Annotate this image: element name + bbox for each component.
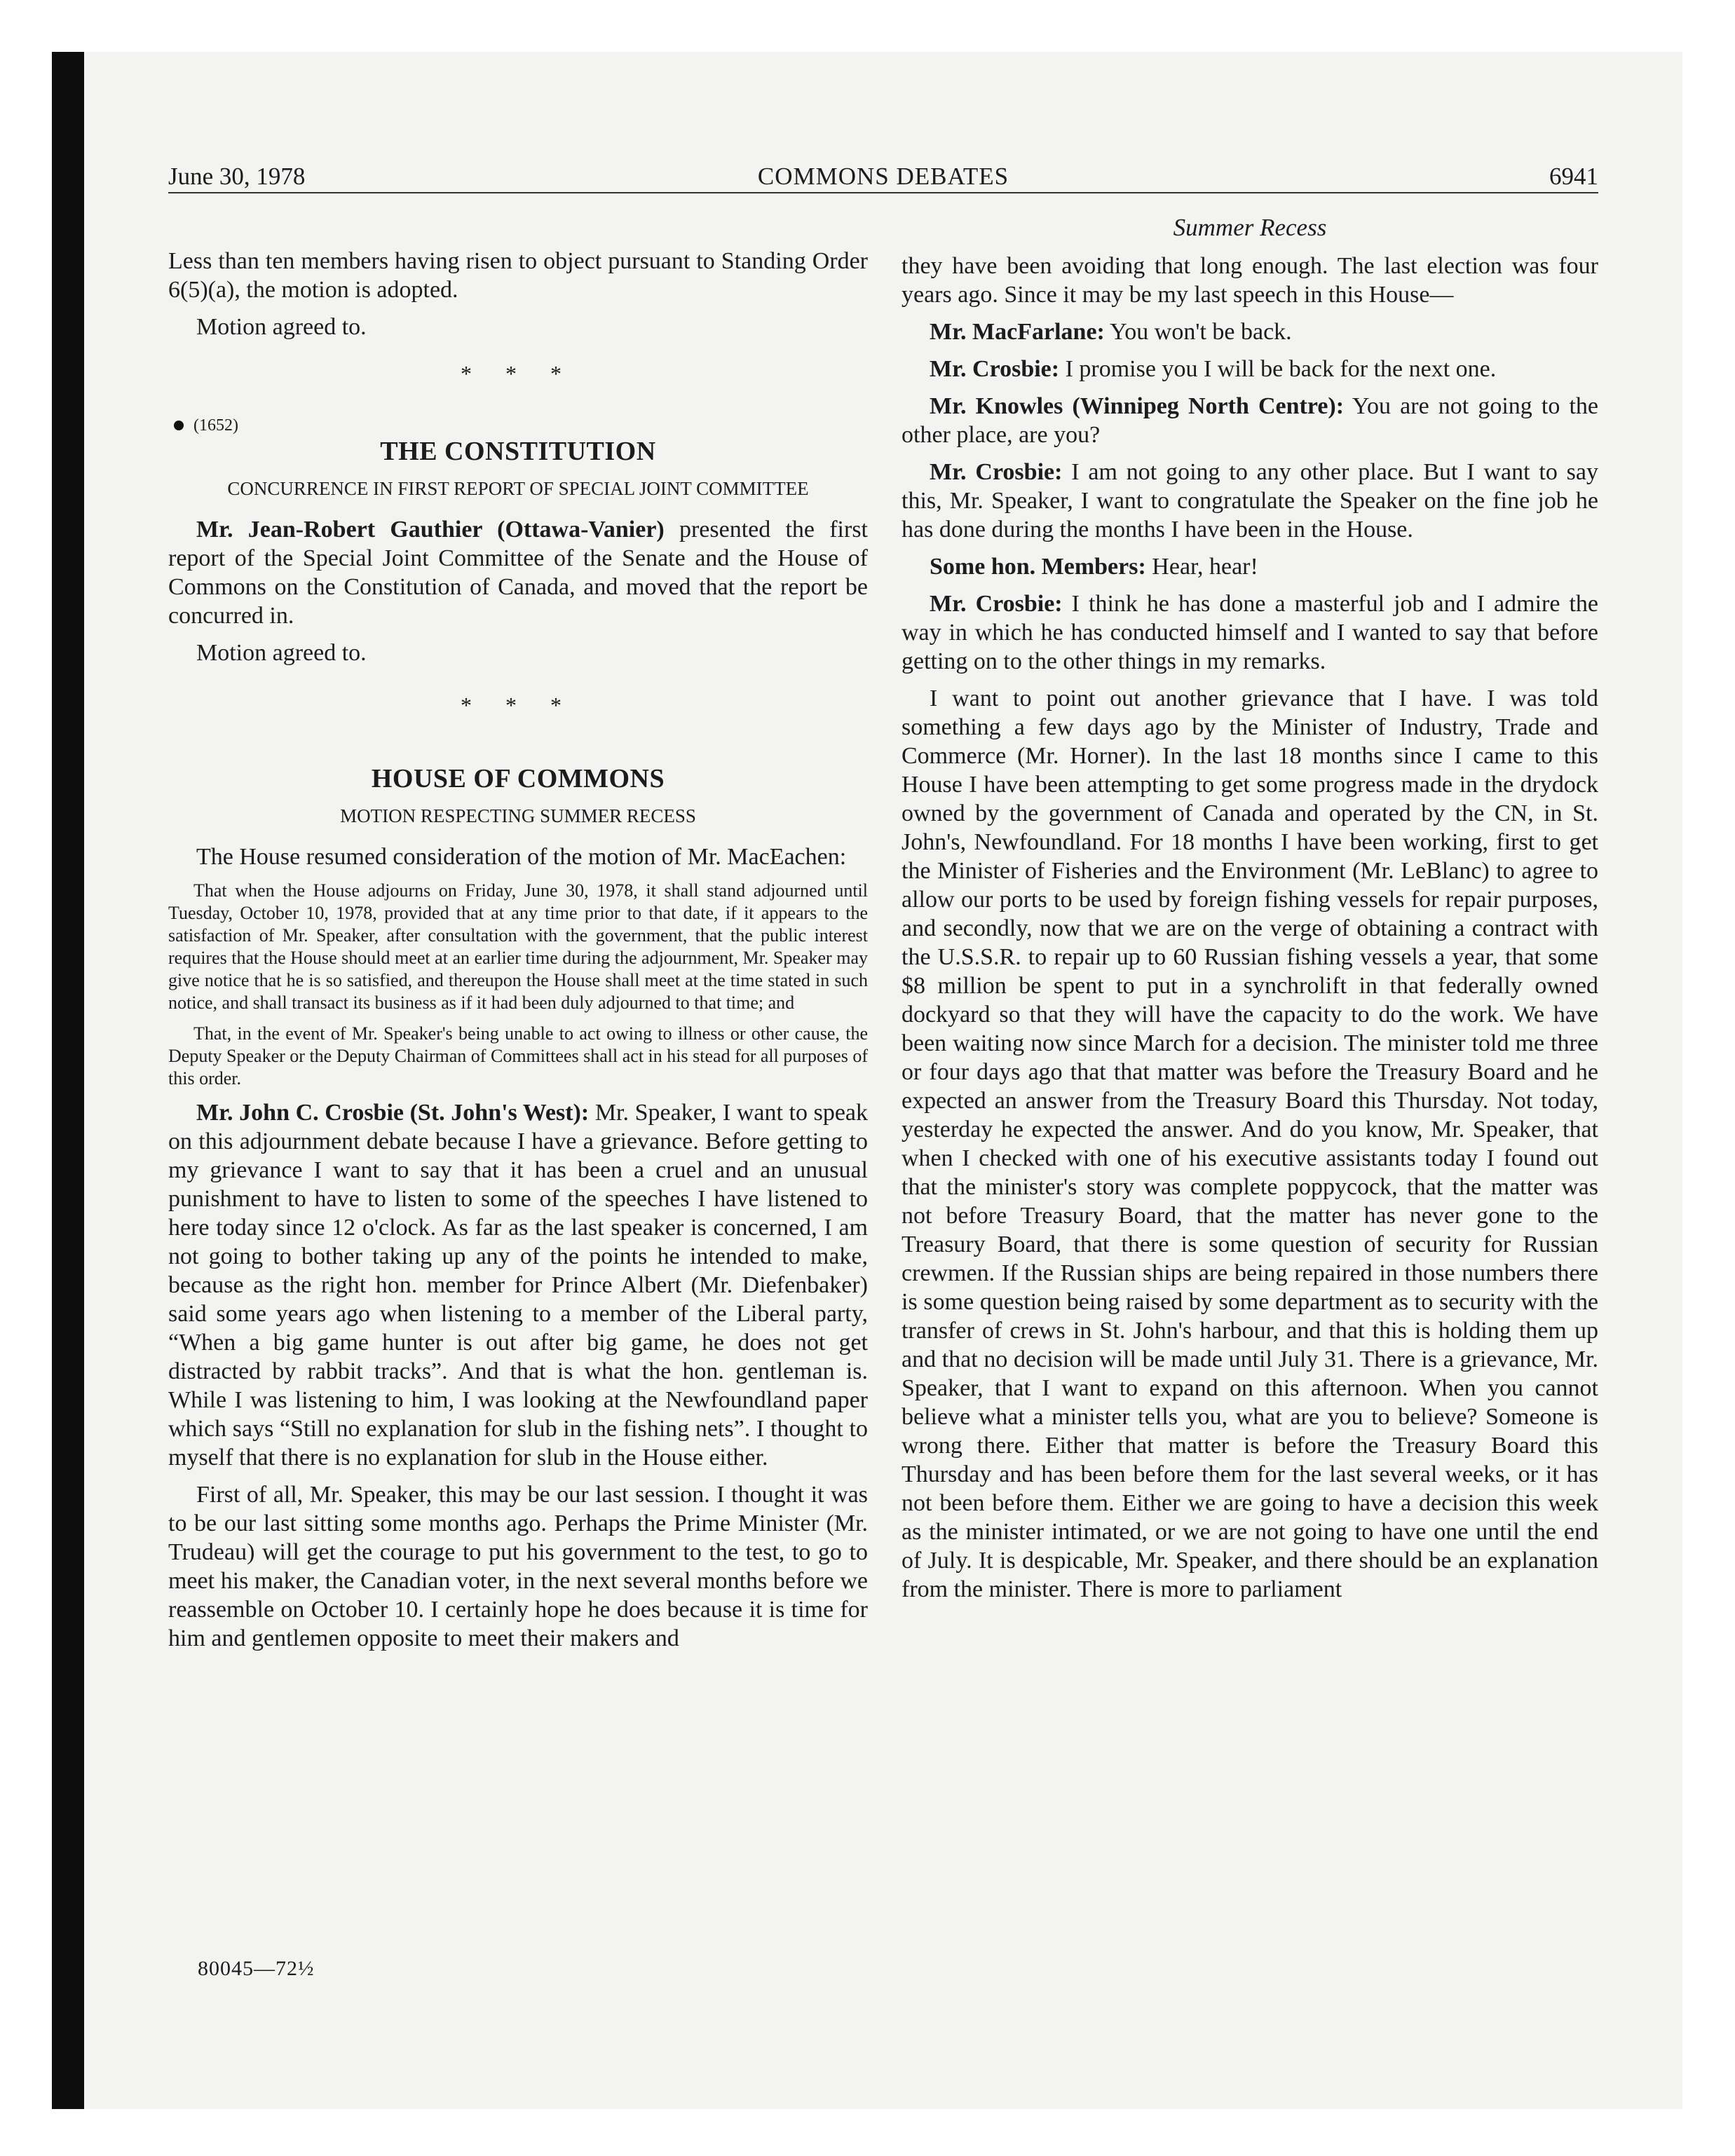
speaker-name: Mr. John C. Crosbie (St. John's West): <box>196 1100 590 1126</box>
header-date: June 30, 1978 <box>168 163 306 190</box>
bullet-icon <box>174 421 184 430</box>
speaker-name: Some hon. Members: <box>930 554 1146 580</box>
speech-text: presented the first report of the Special Joint Committee of the Senate and the House of Commons on the Constitution of Canada, and moved that the report be concurred in. <box>168 517 869 629</box>
speech-text: I am not going to any other place. But I want to say this, Mr. Speaker, I want to congratulate the Speaker on the fine job he has done during the months I have been in the House. <box>901 459 1598 543</box>
speech-paragraph <box>901 552 1598 581</box>
time-marker <box>168 416 868 435</box>
speaker-name: Mr. Crosbie: <box>930 591 1063 617</box>
speech-paragraph <box>901 392 1598 449</box>
section-heading: HOUSE OF COMMONS <box>371 764 665 793</box>
time-marker-text: (1652) <box>193 416 238 435</box>
scan-edge <box>52 52 84 2109</box>
speaker-name: Mr. Jean-Robert Gauthier (Ottawa-Vanier) <box>196 517 665 543</box>
motion-quote: That when the House adjourns on Friday, June 30, 1978, it shall stand adjourned until Tuesday, October 10, 1978, provided that at any time prior to that date, if it appears to the satisfaction of Mr. Speaker, after consultation with the government, that the public interest requires that the House should meet at an earlier time during the adjournment, Mr. Speaker may give notice that he is so satisfied, and thereupon the House shall meet at the time stated in such notice, and shall transact its business as if it had been duly adjourned to that time; and <box>168 880 868 1013</box>
speech-paragraph <box>168 515 868 630</box>
speech-text: Hear, hear! <box>1145 554 1258 580</box>
page-header <box>168 163 1598 191</box>
section-subheading: CONCURRENCE IN FIRST REPORT OF SPECIAL JOINT COMMITTEE <box>227 478 809 499</box>
header-rule <box>168 192 1598 193</box>
section-heading: THE CONSTITUTION <box>380 437 656 466</box>
paragraph: First of all, Mr. Speaker, this may be our last session. I thought it was to be our last sitting some months ago. Perhaps the Prime Minister (Mr. Trudeau) will get the courage to put his government to the test, to go to meet his maker, the Canadian voter, in the next several months before we reassemble on October 10. I certainly hope he does because it is time for him and gentlemen opposite to meet their makers and <box>168 1482 868 1651</box>
speech-text: I think he has done a masterful job and I admire the way in which he has conducted himself and I wanted to say that before getting on to the other things in my remarks. <box>901 591 1598 674</box>
speech-paragraph <box>901 458 1598 544</box>
speaker-name: Mr. Crosbie: <box>930 459 1063 485</box>
motion-quote: That, in the event of Mr. Speaker's being unable to act owing to illness or other cause, the Deputy Speaker or the Deputy Chairman of Committees shall act in his stead for all purposes of this order. <box>168 1023 868 1089</box>
speaker-name: Mr. MacFarlane: <box>930 319 1105 345</box>
section-subheading: MOTION RESPECTING SUMMER RECESS <box>340 805 696 826</box>
print-code: 80045—72½ <box>198 1957 315 1980</box>
speech-paragraph <box>168 1098 868 1472</box>
left-column <box>168 247 868 1661</box>
paragraph: they have been avoiding that long enough. The last election was four years ago. Since it may be my last speech in this House— <box>901 253 1598 308</box>
paragraph: Less than ten members having risen to object pursuant to Standing Order 6(5)(a), the motion is adopted. <box>168 248 868 303</box>
speaker-name: Mr. Knowles (Winnipeg North Centre): <box>930 393 1345 419</box>
speech-text: You won't be back. <box>1104 319 1292 345</box>
paragraph: I want to point out another grievance that I have. I was told something a few days ago by the Minister of Industry, Trade and Commerce (Mr. Horner). In the last 18 months since I came to this House I have been attempting to get some progress made in the drydock owned by the government of Canada and operated by the CN, in St. John's, Newfoundland. For 18 months I have been working, first to get the Minister of Fisheries and the Environment (Mr. LeBlanc) to agree to allow our ports to be used by foreign fishing vessels for repair purposes, and secondly, now that we are on the verge of obtaining a contract with the U.S.S.R. to repair up to 60 Russian fishing vessels a year, that some $8 million be spent to put in a synchrolift in that federally owned dockyard so that they will have the capacity to do the work. We have been waiting now since March for a decision. The minister told me three or four days ago that that matter was before the Treasury Board and he expected an answer from the Treasury Board this Thursday. Not today, yesterday he expected the answer. And do you know, Mr. Speaker, that when I checked with one of his executive assistants today I found out that the minister's story was complete poppycock, that the matter was not before Treasury Board, that the matter has never gone to the Treasury Board, that there is some question of security for Russian crewmen. If the Russian ships are being repaired in those numbers there is some question being raised by some department as to security with the transfer of crews in St. John's harbour, and that this is holding them up and that no decision will be made until July 31. There is a grievance, Mr. Speaker, that I want to expand on this afternoon. When you cannot believe what a minister tells you, what are you to believe? Someone is wrong there. Either that matter is before the Treasury Board this Thursday and has been before them for the last several weeks, or it has not been before them. Either we are going to have a decision this week as the minister intimated, or we are not going to have one until the end of July. It is despicable, Mr. Speaker, and there should be an explanation from the minister. There is more to parliament <box>901 685 1598 1602</box>
page-number: 6941 <box>1549 163 1598 190</box>
speech-paragraph <box>901 355 1598 383</box>
section-separator: * * * <box>461 692 576 718</box>
running-head: Summer Recess <box>1173 214 1327 241</box>
speech-text: Mr. Speaker, I want to speak on this adjournment debate because I have a grievance. Before getting to my grievance I want to say that it has been a cruel and an unusual punishment to have to listen to some of the speeches I have listened to here today since 12 o'clock. As far as the last speaker is concerned, I am not going to bother taking up any of the points he intended to make, because as the right hon. member for Prince Albert (Mr. Diefenbaker) said some years ago when listening to a member of the Liberal party, “When a big game hunter is out after big game, he does not get distracted by rabbit tracks”. And that is what the hon. gentleman is. While I was listening to him, I was looking at the Newfoundland paper which says “Still no explanation for slub in the fishing nets”. I thought to myself that there is no explanation for slub in the House either. <box>168 1100 868 1471</box>
speaker-name: Mr. Crosbie: <box>930 356 1060 382</box>
speech-text: I promise you I will be back for the next one. <box>1059 356 1497 382</box>
speech-paragraph <box>901 589 1598 676</box>
motion-agreed: Motion agreed to. <box>196 640 367 666</box>
speech-paragraph <box>901 318 1598 346</box>
publication-title: COMMONS DEBATES <box>757 163 1009 190</box>
section-separator: * * * <box>461 361 576 386</box>
speech-text: You are not going to the other place, are you? <box>901 393 1598 448</box>
right-column <box>901 213 1598 1612</box>
motion-agreed: Motion agreed to. <box>196 314 367 340</box>
paragraph: The House resumed consideration of the motion of Mr. MacEachen: <box>196 844 847 870</box>
